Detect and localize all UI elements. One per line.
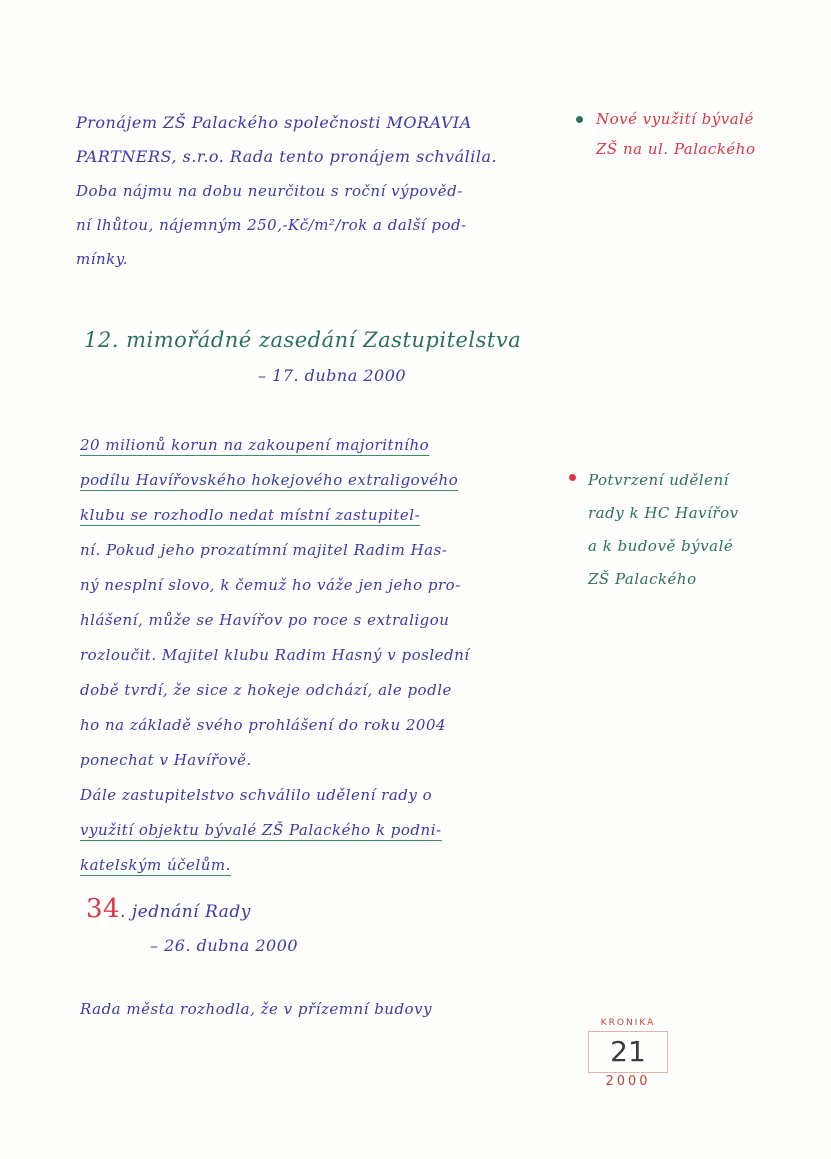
note-line: rady k HC Havířov bbox=[588, 504, 739, 522]
text-line bbox=[80, 498, 470, 533]
text-line: Dále zastupitelstvo schválilo udělení rady o bbox=[80, 786, 433, 804]
note-line: Potvrzení udělení bbox=[588, 471, 729, 489]
text-line: Doba nájmu na dobu neurčitou s roční výpověd- bbox=[76, 182, 463, 200]
text-line: PARTNERS, s.r.o. Rada tento pronájem schválila. bbox=[76, 147, 498, 166]
note-line: Nové využití bývalé bbox=[596, 110, 754, 128]
paragraph-hockey bbox=[80, 428, 470, 883]
section-number: 34 bbox=[86, 894, 121, 924]
underlined-phrase: podílu Havířovského hokejového extraligového bbox=[80, 471, 459, 489]
note-bullet-icon bbox=[576, 116, 583, 123]
note-line: ZŠ na ul. Palackého bbox=[596, 140, 756, 158]
text-line: mínky. bbox=[76, 250, 129, 268]
text-line: rozloučit. Majitel klubu Radim Hasný v poslední bbox=[80, 646, 470, 664]
section-title: . jednání Rady bbox=[120, 902, 251, 922]
chronicle-page-stamp bbox=[586, 1018, 670, 1089]
underlined-phrase: katelským účelům. bbox=[80, 856, 231, 874]
underlined-phrase: klubu se rozhodlo nedat místní zastupitel- bbox=[80, 506, 421, 524]
paragraph-council: Rada města rozhodla, že v přízemní budovy bbox=[80, 1000, 433, 1018]
text-line: době tvrdí, že sice z hokeje odchází, ale podle bbox=[80, 681, 452, 699]
margin-note-new-use bbox=[596, 104, 756, 164]
text-line: ponechat v Havířově. bbox=[80, 751, 252, 769]
stamp-year: 2000 bbox=[605, 1074, 651, 1089]
text-line bbox=[80, 813, 470, 848]
text-line bbox=[80, 848, 470, 883]
text-line bbox=[80, 463, 470, 498]
paragraph-lease bbox=[76, 106, 497, 276]
underlined-phrase: využití objektu bývalé ZŠ Palackého k podni- bbox=[80, 821, 442, 839]
underlined-phrase: 20 milionů korun na zakoupení majoritního bbox=[80, 436, 430, 454]
stamp-label: KRONIKA bbox=[600, 1018, 656, 1028]
text-line: Pronájem ZŠ Palackého společnosti MORAVIA bbox=[76, 113, 472, 132]
text-line: ní lhůtou, nájemným 250,-Kč/m²/rok a další pod- bbox=[76, 216, 467, 234]
text-line: hlášení, může se Havířov po roce s extraligou bbox=[80, 611, 450, 629]
section-date-34: – 26. dubna 2000 bbox=[150, 936, 299, 955]
section-heading-34 bbox=[86, 894, 251, 924]
text-line: ní. Pokud jeho prozatímní majitel Radim Has- bbox=[80, 541, 448, 559]
note-line: ZŠ Palackého bbox=[588, 570, 697, 588]
margin-note-confirmation bbox=[588, 464, 739, 596]
section-heading-12: 12. mimořádné zasedání Zastupitelstva bbox=[84, 328, 522, 352]
section-date-12: – 17. dubna 2000 bbox=[258, 366, 407, 385]
note-line: a k budově bývalé bbox=[588, 537, 734, 555]
note-bullet-icon bbox=[569, 474, 576, 481]
text-line bbox=[80, 428, 470, 463]
text-line: ho na základě svého prohlášení do roku 2004 bbox=[80, 716, 447, 734]
text-line: ný nesplní slovo, k čemuž ho váže jen jeho pro- bbox=[80, 576, 461, 594]
page-number: 21 bbox=[588, 1031, 668, 1073]
